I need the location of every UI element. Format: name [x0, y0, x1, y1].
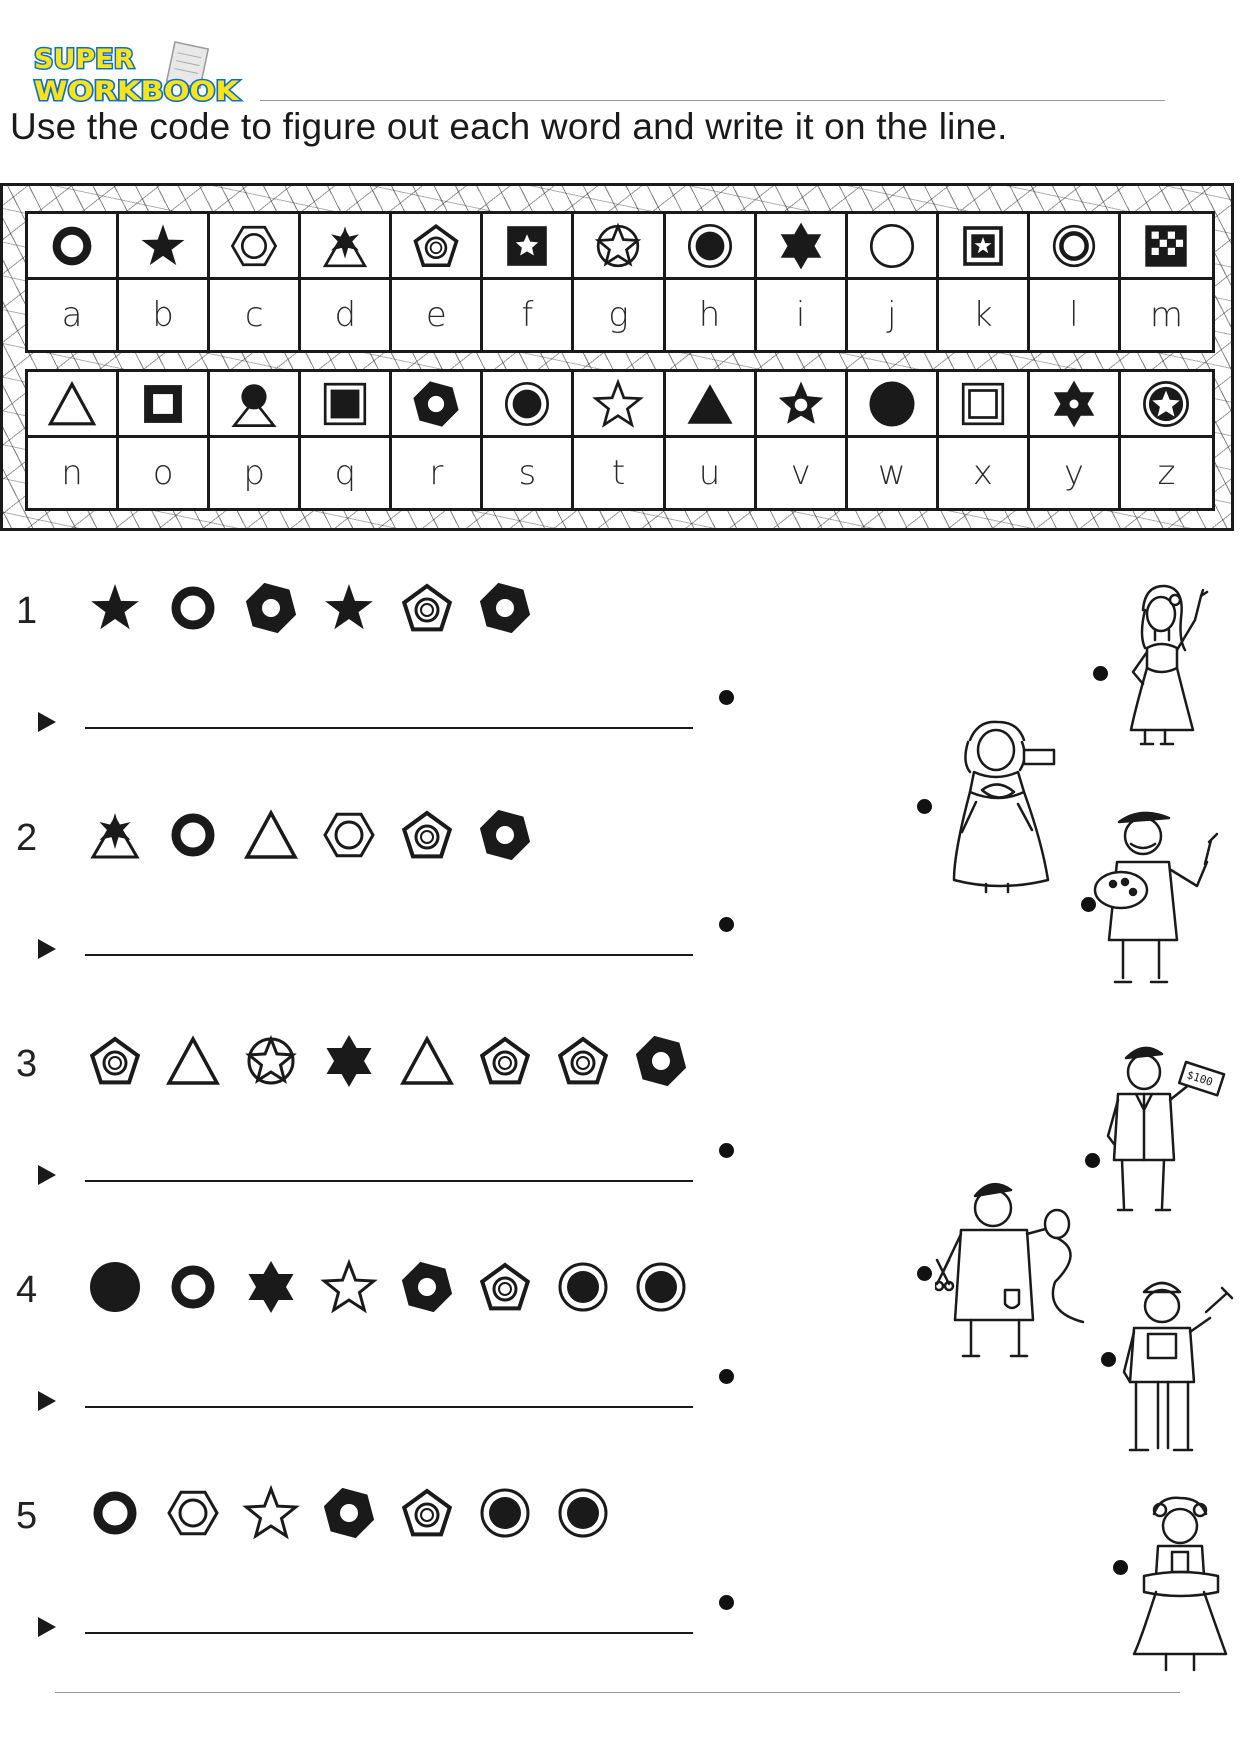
- answer-line[interactable]: [85, 1632, 693, 1634]
- pentagon-ring-icon: [397, 578, 457, 638]
- answer-match-dot[interactable]: [719, 1143, 734, 1158]
- hexagon-solid-hole-icon: [409, 377, 463, 431]
- logo-text-line1: SUPER: [34, 44, 135, 75]
- code-letter-o: o: [119, 438, 210, 508]
- banker-sign-text: $100: [1185, 1068, 1215, 1089]
- star-outline-icon: [241, 1483, 301, 1543]
- code-letter-z: z: [1157, 453, 1176, 493]
- answer-line[interactable]: [85, 1406, 693, 1408]
- code-symbol-y: [1030, 372, 1121, 438]
- circle-over-triangle-icon: [227, 377, 281, 431]
- puzzle-code-symbols: [85, 1483, 613, 1543]
- arrow-icon: [38, 939, 56, 959]
- star-over-triangle-icon: [318, 219, 372, 273]
- square-ring-icon: [136, 377, 190, 431]
- mechanic-icon: [1118, 1272, 1240, 1457]
- hexagon-ring-icon: [319, 805, 379, 865]
- star-over-triangle-icon: [85, 805, 145, 865]
- arrow-icon: [38, 1391, 56, 1411]
- code-symbol-c: [210, 214, 301, 280]
- answer-match-dot[interactable]: [719, 1595, 734, 1610]
- code-symbol-e: [392, 214, 483, 280]
- code-row-n-z: [25, 369, 1215, 511]
- code-symbol-t: [574, 372, 665, 438]
- circle-solid-icon: [865, 377, 919, 431]
- code-symbol-n: [28, 372, 119, 438]
- code-symbol-l: [1030, 214, 1121, 280]
- arrow-icon: [38, 1617, 56, 1637]
- puzzle-1: [0, 590, 760, 810]
- circle-dot-icon: [475, 1483, 535, 1543]
- code-letter-u: u: [666, 438, 757, 508]
- waitress-icon: [1130, 1492, 1232, 1677]
- hexagon-ring-icon: [163, 1483, 223, 1543]
- triangle-outline-icon: [45, 377, 99, 431]
- star-hole-icon: [774, 377, 828, 431]
- ring-icon: [163, 578, 223, 638]
- puzzle-5: [0, 1495, 760, 1715]
- instructions: Use the code to figure out each word and write it on the line.: [10, 106, 1008, 147]
- code-symbol-r: [392, 372, 483, 438]
- ring-icon: [163, 1257, 223, 1317]
- pentagon-ring-icon: [85, 1031, 145, 1091]
- puzzle-code-symbols: [85, 1257, 691, 1317]
- pentagon-ring-icon: [397, 1483, 457, 1543]
- code-letter-f: f: [483, 280, 574, 350]
- star-outline-icon: [319, 1257, 379, 1317]
- ring-icon: [45, 219, 99, 273]
- code-letter-y: y: [1030, 438, 1121, 508]
- hexagon-solid-hole-icon: [475, 805, 535, 865]
- square-double-icon: [956, 377, 1010, 431]
- circle-star-icon: [241, 1031, 301, 1091]
- hexagon-solid-hole-icon: [475, 578, 535, 638]
- triangle-solid-icon: [683, 377, 737, 431]
- code-row-a-m: [25, 211, 1215, 353]
- code-key-panel: [0, 183, 1234, 531]
- code-symbol-p: [210, 372, 301, 438]
- code-letter-a: a: [28, 280, 119, 350]
- code-symbol-j: [848, 214, 939, 280]
- code-letter-l: l: [1030, 280, 1121, 350]
- match-dot-hairdresser[interactable]: [917, 1266, 932, 1281]
- circle-dot-icon: [500, 377, 554, 431]
- circle-star-icon: [591, 219, 645, 273]
- code-letter-x: x: [939, 438, 1030, 508]
- code-symbol-m: [1121, 214, 1212, 280]
- code-symbol-v: [757, 372, 848, 438]
- code-letter-c: c: [210, 280, 301, 350]
- hexagon-solid-hole-icon: [631, 1031, 691, 1091]
- ring-icon: [85, 1483, 145, 1543]
- puzzle-number: 4: [16, 1269, 38, 1311]
- match-dot-mechanic[interactable]: [1101, 1352, 1116, 1367]
- code-letter-j: j: [848, 280, 939, 350]
- code-symbol-h: [666, 214, 757, 280]
- puzzle-number: 1: [16, 590, 38, 632]
- code-letter-v: v: [757, 438, 848, 508]
- pentagon-ring-icon: [409, 219, 463, 273]
- code-symbol-w: [848, 372, 939, 438]
- code-symbol-o: [119, 372, 210, 438]
- code-symbol-b: [119, 214, 210, 280]
- puzzle-4: [0, 1269, 760, 1489]
- code-letter-h: h: [666, 280, 757, 350]
- hexagon-solid-hole-icon: [397, 1257, 457, 1317]
- code-symbol-x: [939, 372, 1030, 438]
- code-letter-m: m: [1149, 295, 1184, 335]
- circle-dot-icon: [631, 1257, 691, 1317]
- star-of-david-hole-icon: [1047, 377, 1101, 431]
- super-workbook-logo: [30, 40, 245, 110]
- arrow-icon: [38, 712, 56, 732]
- hexagon-ring-icon: [227, 219, 281, 273]
- star-of-david-icon: [774, 219, 828, 273]
- triangle-outline-icon: [241, 805, 301, 865]
- baker-icon: [948, 712, 1060, 894]
- banker-icon: [1104, 1040, 1234, 1215]
- puzzle-3: [0, 1043, 760, 1263]
- circle-star-solid-icon: [1139, 377, 1193, 431]
- double-ring-icon: [1047, 219, 1101, 273]
- pentagon-ring-icon: [475, 1257, 535, 1317]
- star-outline-icon: [591, 377, 645, 431]
- match-dot-banker[interactable]: [1085, 1153, 1100, 1168]
- code-letter-d: d: [301, 280, 392, 350]
- pentagon-ring-icon: [553, 1031, 613, 1091]
- hexagon-solid-hole-icon: [319, 1483, 379, 1543]
- code-symbol-s: [483, 372, 574, 438]
- code-letter-s: s: [483, 438, 574, 508]
- star-solid-icon: [319, 578, 379, 638]
- answer-line[interactable]: [85, 954, 693, 956]
- footer-rule: [55, 1692, 1180, 1693]
- triangle-outline-icon: [397, 1031, 457, 1091]
- square-in-square-icon: [318, 377, 372, 431]
- code-letter-p: p: [210, 438, 301, 508]
- pentagon-ring-icon: [475, 1031, 535, 1091]
- code-symbol-z: [1121, 372, 1212, 438]
- code-letter-t: t: [574, 438, 665, 508]
- hairdresser-icon: [935, 1172, 1095, 1362]
- circle-dot-icon: [553, 1483, 613, 1543]
- star-solid-icon: [136, 219, 190, 273]
- code-symbol-g: [574, 214, 665, 280]
- puzzle-number: 3: [16, 1043, 38, 1085]
- grid-square-icon: [1139, 219, 1193, 273]
- arrow-icon: [38, 1165, 56, 1185]
- circle-dot-icon: [553, 1257, 613, 1317]
- circle-solid-icon: [85, 1257, 145, 1317]
- star-solid-icon: [85, 578, 145, 638]
- code-letter-i: i: [757, 280, 848, 350]
- logo-text-line2: WORKBOOK: [34, 76, 241, 107]
- ring-icon: [163, 805, 223, 865]
- puzzle-code-symbols: [85, 1031, 691, 1091]
- circle-outline-icon: [865, 219, 919, 273]
- code-letter-q: q: [301, 438, 392, 508]
- match-dot-singer[interactable]: [1093, 666, 1108, 681]
- code-symbol-q: [301, 372, 392, 438]
- code-symbol-i: [757, 214, 848, 280]
- star-of-david-icon: [241, 1257, 301, 1317]
- star-of-david-icon: [319, 1031, 379, 1091]
- answer-line[interactable]: [85, 1180, 693, 1182]
- code-letter-w: w: [848, 438, 939, 508]
- answer-match-dot[interactable]: [719, 690, 734, 705]
- code-symbol-k: [939, 214, 1030, 280]
- circle-dot-icon: [683, 219, 737, 273]
- code-symbol-a: [28, 214, 119, 280]
- puzzle-code-symbols: [85, 578, 535, 638]
- code-symbol-f: [483, 214, 574, 280]
- code-letter-k: k: [939, 280, 1030, 350]
- puzzle-2: [0, 817, 760, 1037]
- match-dot-baker[interactable]: [917, 799, 932, 814]
- match-dot-waitress[interactable]: [1113, 1560, 1128, 1575]
- code-letter-b: b: [119, 280, 210, 350]
- puzzle-code-symbols: [85, 805, 535, 865]
- hexagon-solid-hole-icon: [241, 578, 301, 638]
- code-symbol-d: [301, 214, 392, 280]
- code-symbol-u: [666, 372, 757, 438]
- square-star-icon: [500, 219, 554, 273]
- square-star-small-icon: [956, 219, 1010, 273]
- code-letter-g: g: [574, 280, 665, 350]
- puzzle-number: 5: [16, 1495, 38, 1537]
- name-line: [260, 100, 1165, 101]
- singer-icon: [1115, 580, 1210, 755]
- painter-icon: [1093, 800, 1233, 990]
- puzzle-number: 2: [16, 817, 38, 859]
- answer-match-dot[interactable]: [719, 917, 734, 932]
- pentagon-ring-icon: [397, 805, 457, 865]
- answer-match-dot[interactable]: [719, 1369, 734, 1384]
- triangle-outline-icon: [163, 1031, 223, 1091]
- answer-line[interactable]: [85, 727, 693, 729]
- code-letter-r: r: [392, 438, 483, 508]
- code-letter-e: e: [392, 280, 483, 350]
- code-letter-n: n: [28, 438, 119, 508]
